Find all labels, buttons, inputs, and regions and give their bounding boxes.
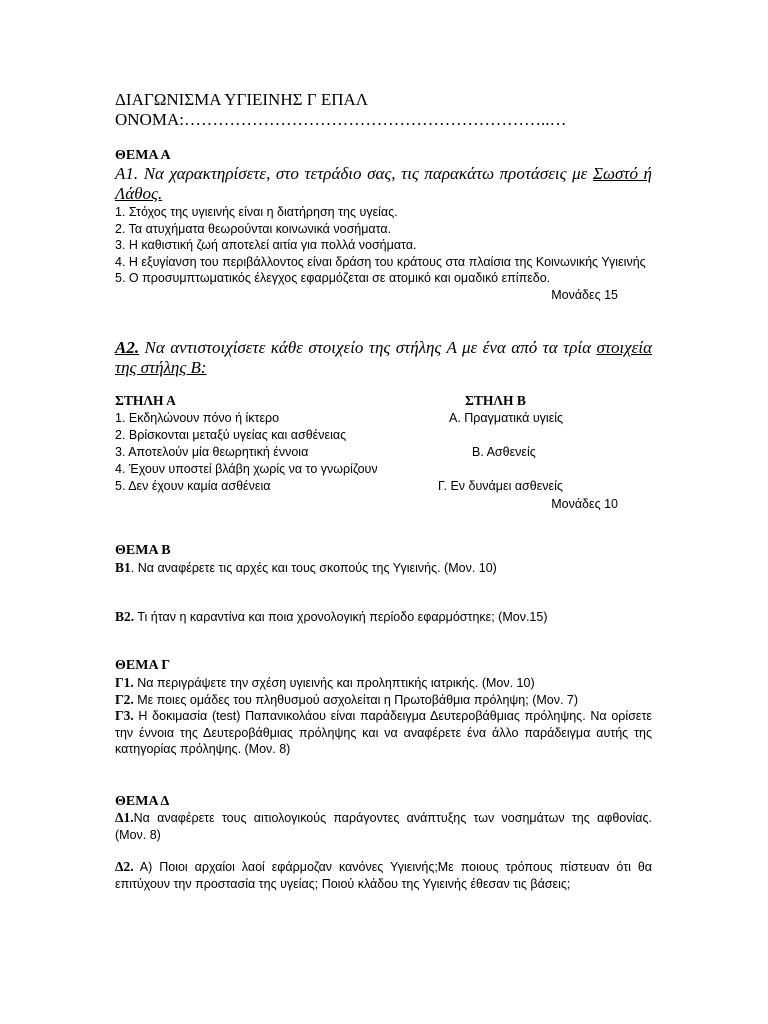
column-b-item: Α. Πραγματικά υγιείς [449, 411, 564, 425]
question-a1-underlined: Σωστό ή Λάθος. [115, 164, 652, 203]
name-line: ΟΝΟΜΑ:………………………………………………………..… [115, 110, 567, 129]
exam-title: ΔΙΑΓΩΝΙΣΜΑ ΥΓΙΕΙΝΗΣ Γ ΕΠΑΛ [115, 90, 369, 109]
question-d1-text: Να αναφέρετε τους αιτιολογικούς παράγοντες ανάπτυξης των νοσημάτων της αφθονίας. (Μον. 8) [115, 811, 652, 842]
question-b2 [115, 609, 652, 626]
a1-item-list [115, 204, 652, 303]
question-g2 [115, 692, 652, 709]
column-b-header: ΣΤΗΛΗ Β [465, 393, 526, 408]
question-d2-text: Α) Ποιοι αρχαίοι λαοί εφάρμοζαν κανόνες Υγιεινής;Με ποιους τρόπους πίστευαν ότι θα επιτύχουν την προστασία της υγείας; Ποιού κλάδου της Υγιεινής έθεσαν τις βάσεις; [115, 860, 652, 891]
a2-points: Μονάδες 10 [551, 497, 618, 511]
question-g1 [115, 675, 652, 692]
question-d1 [115, 810, 652, 843]
question-g2-label: Γ2. [115, 691, 134, 707]
section-heading-d: ΘΕΜΑ Δ [115, 794, 170, 809]
matching-header-row [115, 393, 652, 410]
question-a2-label: Α2. [115, 338, 140, 357]
question-g3 [115, 708, 652, 758]
question-a1 [115, 164, 652, 204]
matching-table [115, 393, 652, 513]
column-a-item: 1. Εκδηλώνουν πόνο ή ίκτερο [115, 411, 280, 425]
a1-item: 5. Ο προσυμπτωματικός έλεγχος εφαρμόζεται σε ατομικό και ομαδικό επίπεδο. [115, 271, 551, 285]
question-a1-text: Α1. Να χαρακτηρίσετε, στο τετράδιο σας, τις παρακάτω προτάσεις με [115, 164, 593, 183]
thema-g-questions [115, 675, 652, 758]
question-a2 [115, 338, 652, 378]
question-d1-label: Δ1. [115, 810, 134, 825]
question-b2-text: Τι ήταν η καραντίνα και ποια χρονολογική περίοδο εφαρμόστηκε; (Μον.15) [134, 610, 548, 624]
matching-row [115, 410, 652, 427]
a1-points: Μονάδες 15 [551, 287, 618, 302]
a1-item: 4. Η εξυγίανση του περιβάλλοντος είναι δράση του κράτους στα πλαίσια της Κοινωνικής Υγιεινής [115, 254, 646, 269]
question-a2-text: Να αντιστοιχίσετε κάθε στοιχείο της στήλης Α με ένα από τα τρία [139, 338, 597, 357]
column-a-header: ΣΤΗΛΗ Α [115, 393, 176, 408]
column-a-item: 2. Βρίσκονται μεταξύ υγείας και ασθένειας [115, 428, 347, 442]
question-d2-label: Δ2. [115, 859, 134, 874]
matching-row [115, 444, 652, 461]
a1-item: 1. Στόχος της υγιεινής είναι η διατήρηση της υγείας. [115, 205, 398, 219]
section-heading-g: ΘΕΜΑ Γ [115, 658, 171, 673]
question-a2-underlined: στοιχεία της στήλης Β: [115, 338, 652, 377]
column-a-item: 4. Έχουν υποστεί βλάβη χωρίς να το γνωρίζουν [115, 462, 378, 476]
question-g3-text: Η δοκιμασία (test) Παπανικολάου είναι παράδειγμα Δευτεροβάθμιας πρόληψης. Να ορίσετε την έννοια της Δευτεροβάθμιας πρόληψης και να αναφέρετε ένα άλλο παράδειγμα αυτής της κατηγορίας πρόληψης. (Μον. 8) [115, 709, 652, 756]
matching-row [115, 461, 652, 478]
column-a-item: 3. Αποτελούν μία θεωρητική έννοια [115, 445, 309, 459]
section-heading-a: ΘΕΜΑ Α [115, 148, 171, 163]
matching-row [115, 478, 652, 495]
question-g3-label: Γ3. [115, 708, 134, 723]
column-b-item: Β. Ασθενείς [472, 445, 536, 459]
question-b1-text: . Να αναφέρετε τις αρχές και τους σκοπούς της Υγιεινής. (Μον. 10) [130, 561, 497, 575]
column-a-item: 5. Δεν έχουν καμία ασθένεια [115, 479, 271, 493]
section-heading-b: ΘΕΜΑ Β [115, 543, 171, 558]
matching-row [115, 427, 652, 444]
question-b1-label: Β1 [115, 560, 131, 575]
question-g1-text: Να περιγράψετε την σχέση υγιεινής και προληπτικής ιατρικής. (Μον. 10) [133, 676, 535, 690]
column-b-item: Γ. Εν δυνάμει ασθενείς [438, 479, 563, 493]
question-b1 [115, 560, 652, 577]
question-g2-text: Με ποιες ομάδες του πληθυσμού ασχολείται η Πρωτοβάθμια πρόληψη; (Μον. 7) [133, 692, 579, 707]
a1-item: 2. Τα ατυχήματα θεωρούνται κοινωνικά νοσήματα. [115, 221, 392, 236]
question-g1-label: Γ1. [115, 675, 134, 690]
question-d2 [115, 859, 652, 892]
a1-item: 3. Η καθιστική ζωή αποτελεί αιτία για πολλά νοσήματα. [115, 238, 417, 252]
question-b2-label: Β2. [115, 609, 135, 624]
